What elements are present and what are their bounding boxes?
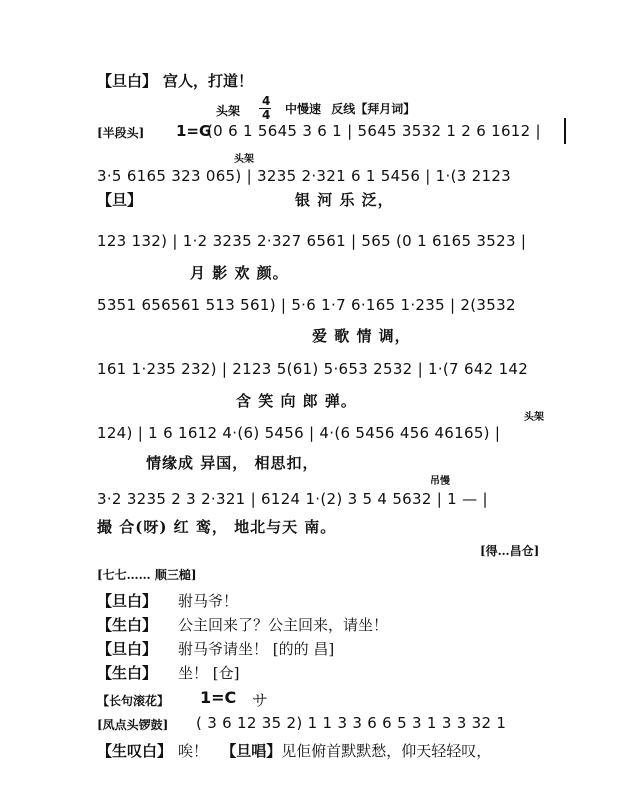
- row-1-notes: (0 6 1 5645 3 6 1 | 5645 3532 1 2 6 1612 |: [207, 122, 541, 140]
- mode: 反线: [331, 102, 356, 116]
- dialogue-text-3: 驸马爷请坐！ [的的 昌]: [178, 640, 335, 658]
- section-label: [半段头]: [97, 126, 145, 140]
- sigh-role: 【生叹白】: [97, 742, 173, 760]
- tempo: 中慢速: [285, 102, 322, 116]
- intro-text: 宫人，打道！: [163, 72, 254, 90]
- row-4-lyrics: 爱 歌 情 调，: [312, 327, 411, 345]
- row-3-notes: 123 132) | 1·2 3235 2·327 6561 | 565 (0 1 6165 3523 |: [97, 232, 527, 250]
- time-sig-den: 4: [262, 108, 271, 122]
- row-2-role: 【旦】: [97, 191, 143, 209]
- dialogue-text-4: 坐！ [仓]: [178, 664, 240, 682]
- row-4-notes: 5351 656561 513 561) | 5·6 1·7 6·165 1·235 | 2(3532: [97, 296, 516, 314]
- time-sig-num: 4: [262, 94, 271, 108]
- dialogue-role-1: 【旦白】: [97, 592, 158, 610]
- slow-mark: 吊慢: [430, 476, 450, 487]
- gong-notes: ( 3 6 12 35 2) 1 1 3 3 6 6 5 3 1 3 3 32 1: [196, 714, 507, 732]
- tail-percussion: [得…昌仓]: [480, 544, 540, 558]
- percussion-cue: [七七…… 顺三槌]: [97, 568, 197, 582]
- frame-mark-row-2: 头架: [234, 154, 254, 165]
- row-3-lyrics: 月 影 欢 颜。: [190, 264, 289, 282]
- key-signature: 1=G: [176, 122, 212, 140]
- sigh-text: 唉！: [178, 742, 209, 760]
- row-5-lyrics: 含 笑 向 郎 弹。: [236, 392, 357, 410]
- row-6-lyrics: 情缘成 异国， 相思扣，: [146, 454, 319, 472]
- tune-name: 【拜月词】: [355, 102, 416, 116]
- section2-key: 1=C: [200, 688, 237, 707]
- dialogue-role-2: 【生白】: [97, 616, 158, 634]
- sing-role: 【旦唱】: [221, 742, 282, 760]
- row-6-notes: 124) | 1 6 1612 4·(6) 5456 | 4·(6 5456 456 46165) |: [97, 424, 501, 442]
- dialogue-role-3: 【旦白】: [97, 640, 158, 658]
- gong-label: [凤点头锣鼓]: [97, 718, 169, 732]
- row-2-notes: 3·5 6165 323 065) | 3235 2·321 6 1 5456 | 1·(3 2123: [97, 167, 512, 185]
- sing-text: 见佢俯首默默愁，仰天轻轻叹，: [281, 742, 492, 760]
- dialogue-role-4: 【生白】: [97, 664, 158, 682]
- intro-role: 【旦白】: [97, 72, 158, 90]
- row-2-lyrics: 银 河 乐 泛，: [295, 191, 394, 209]
- row-7-lyrics: 撮 合(呀) 红 鸾， 地北与天 南。: [97, 518, 337, 536]
- frame-mark-top: 头架: [216, 104, 241, 118]
- dialogue-text-2: 公主回来了？公主回来，请坐！: [178, 616, 389, 634]
- row-5-notes: 161 1·235 232) | 2123 5(61) 5·653 2532 | 1·(7 642 142: [97, 360, 529, 378]
- section2-name: 【长句滚花】: [97, 694, 170, 708]
- row-7-notes: 3·2 3235 2 3 2·321 | 6124 1·(2) 3 5 4 5632 | 1 — |: [97, 490, 488, 508]
- frame-mark-row-6: 头架: [524, 412, 544, 423]
- free-tempo-sign: サ: [252, 691, 269, 710]
- dialogue-text-1: 驸马爷！: [178, 592, 239, 610]
